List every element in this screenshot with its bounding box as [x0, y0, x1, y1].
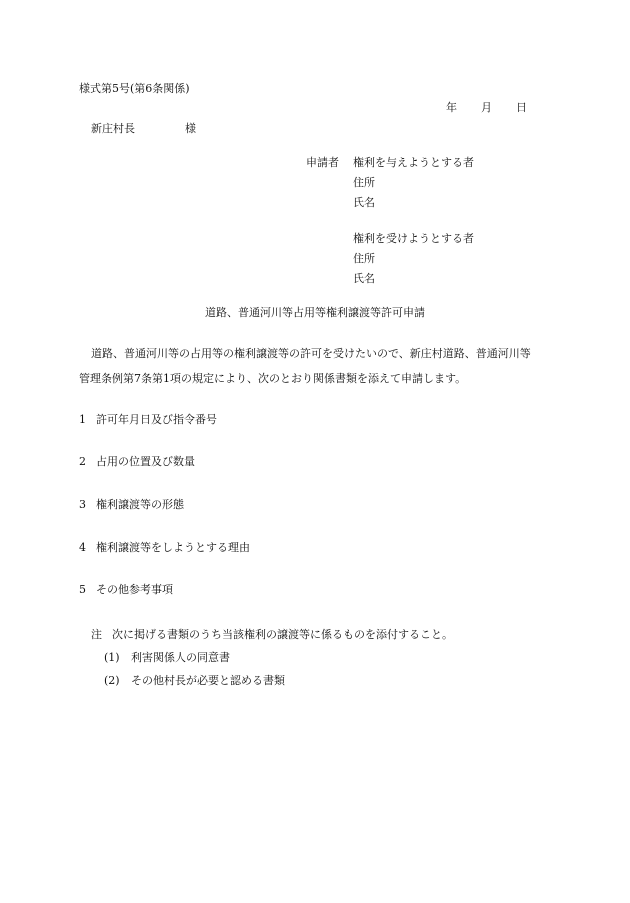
item-number: 5	[79, 583, 86, 596]
note-subitem-number: (2)	[104, 674, 120, 687]
giver-name-label: 氏名	[353, 196, 375, 209]
note-heading	[91, 629, 453, 640]
document-title: 道路、普通河川等占用等権利譲渡等許可申請	[205, 306, 425, 319]
list-item	[79, 542, 250, 553]
honorific: 様	[185, 122, 196, 135]
receiver-label: 権利を受けようとする者	[353, 232, 474, 245]
item-text: 権利譲渡等の形態	[96, 498, 184, 511]
note-subitem-number: (1)	[104, 651, 120, 664]
date-day-label: 日	[516, 101, 527, 114]
giver-label: 権利を与えようとする者	[353, 156, 474, 169]
item-text: 権利譲渡等をしようとする理由	[96, 541, 250, 554]
receiver-address-label: 住所	[353, 252, 375, 265]
note-subitem-text: 利害関係人の同意書	[131, 651, 230, 664]
date-month-label: 月	[481, 101, 492, 114]
body-text-line-1: 道路、普通河川等の占用等の権利譲渡等の許可を受けたいので、新庄村道路、普通河川等	[91, 347, 531, 360]
giver-address-label: 住所	[353, 176, 375, 189]
list-item	[79, 499, 184, 510]
recipient: 新庄村長	[91, 122, 135, 135]
item-number: 3	[79, 498, 86, 511]
item-number: 2	[79, 455, 86, 468]
list-item	[79, 414, 217, 425]
body-text-line-2: 管理条例第7条第1項の規定により、次のとおり関係書類を添えて申請します。	[79, 372, 467, 385]
note-subitem	[104, 652, 230, 663]
item-text: 占用の位置及び数量	[96, 455, 195, 468]
item-number: 1	[79, 413, 86, 426]
note-subitem	[104, 675, 285, 686]
list-item	[79, 456, 195, 467]
note-label: 注	[91, 628, 102, 641]
item-number: 4	[79, 541, 86, 554]
note-text: 次に掲げる書類のうち当該権利の譲渡等に係るものを添付すること。	[112, 628, 453, 641]
list-item	[79, 584, 173, 595]
applicant-label: 申請者	[306, 156, 339, 169]
date-year-label: 年	[446, 101, 457, 114]
receiver-name-label: 氏名	[353, 272, 375, 285]
item-text: 許可年月日及び指令番号	[96, 413, 217, 426]
note-subitem-text: その他村長が必要と認める書類	[131, 674, 285, 687]
item-text: その他参考事項	[96, 583, 173, 596]
form-number: 様式第5号(第6条関係)	[79, 82, 190, 95]
